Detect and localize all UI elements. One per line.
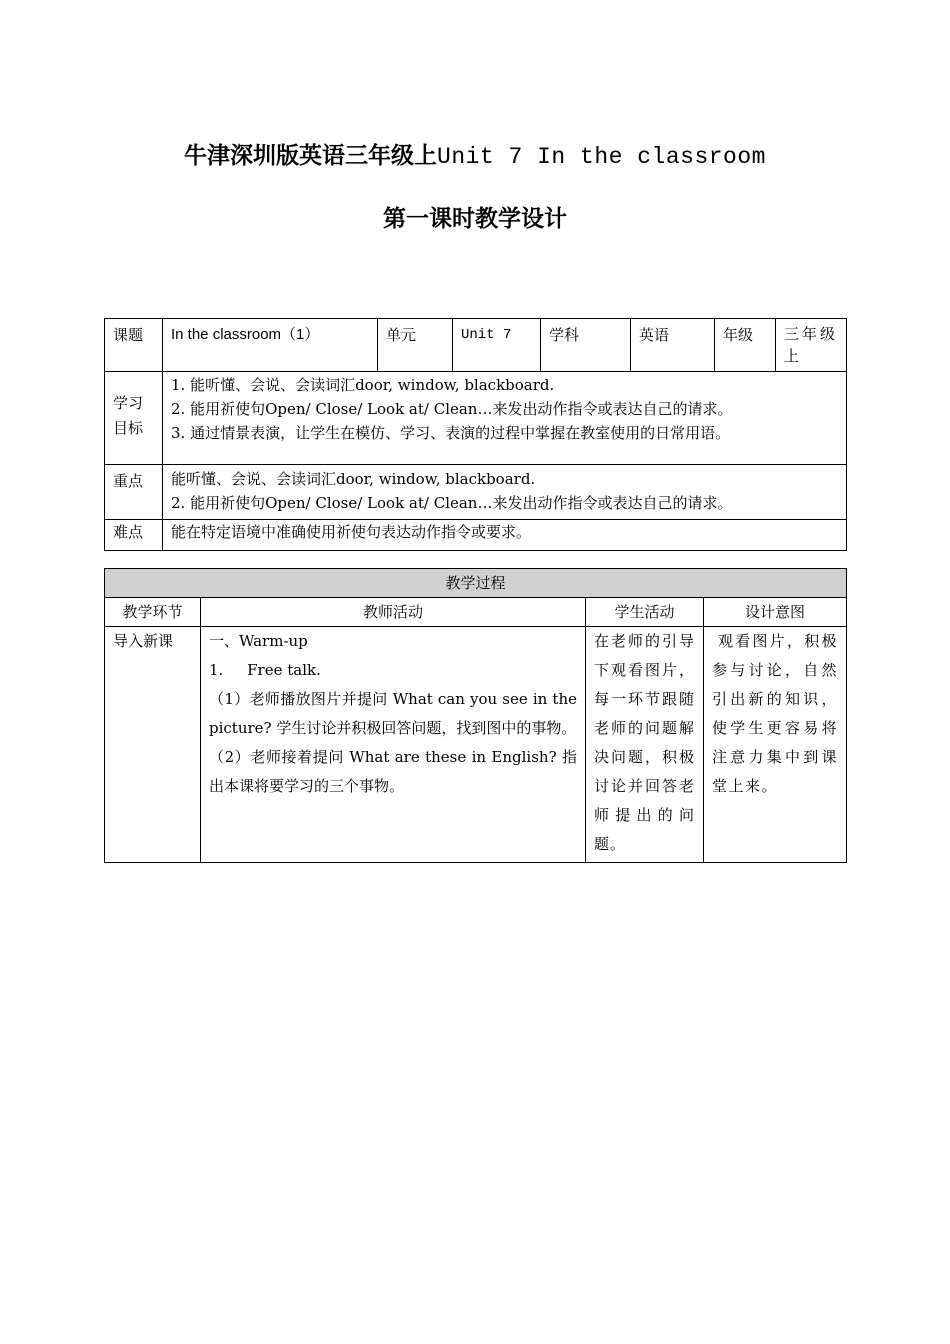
design-intent-cell: 观看图片，积极参与讨论，自然引出新的知识，使学生更容易将注意力集中到课堂上来。 — [704, 627, 847, 863]
topic-value: In the classroom（1） — [163, 319, 378, 372]
column-header-student: 学生活动 — [586, 598, 704, 627]
teacher-line: 一、Warm-up — [209, 632, 308, 650]
goal-item: 3. 通过情景表演，让学生在模仿、学习、表演的过程中掌握在教室使用的日常用语。 — [171, 424, 731, 442]
grade-label: 年级 — [715, 319, 776, 372]
key-point-item: 能听懂、会说、会读词汇door, window, blackboard. — [171, 470, 536, 488]
teacher-line: 1. Free talk. — [209, 661, 321, 679]
document-title — [0, 137, 950, 170]
column-header-stage: 教学环节 — [105, 598, 201, 627]
goals-label: 学习目标 — [105, 372, 163, 465]
subject-value: 英语 — [631, 319, 715, 372]
column-header-intent: 设计意图 — [704, 598, 847, 627]
topic-label: 课题 — [105, 319, 163, 372]
goals-content — [163, 372, 847, 465]
document-subtitle: 第一课时教学设计 — [383, 205, 567, 232]
teaching-process-table — [104, 568, 847, 863]
lesson-info-table — [104, 318, 847, 551]
student-activity-cell: 在老师的引导下观看图片，每一环节跟随老师的问题解决问题，积极讨论并回答老师提出的问题。 — [586, 627, 704, 863]
teacher-line: （1）老师播放图片并提问 What can you see in the picture? 学生讨论并积极回答问题，找到图中的事物。 — [209, 690, 577, 737]
difficulty-content: 能在特定语境中准确使用祈使句表达动作指令或要求。 — [163, 520, 847, 551]
teacher-line: （2）老师接着提问 What are these in English? 指出本课将要学习的三个事物。 — [209, 748, 577, 795]
column-header-teacher: 教师活动 — [201, 598, 586, 627]
grade-value: 三年级上 — [776, 319, 847, 372]
goal-item: 2. 能用祈使句Open/ Close/ Look at/ Clean…来发出动作指令或表达自己的请求。 — [171, 400, 733, 418]
title-chinese: 牛津深圳版英语三年级上 — [184, 142, 438, 169]
process-header: 教学过程 — [105, 569, 847, 598]
difficulty-label: 难点 — [105, 520, 163, 551]
key-points-content — [163, 465, 847, 520]
title-english: Unit 7 In the classroom — [437, 144, 766, 170]
stage-cell: 导入新课 — [105, 627, 201, 863]
unit-label: 单元 — [378, 319, 453, 372]
goal-item: 1. 能听懂、会说、会读词汇door, window, blackboard. — [171, 376, 555, 394]
key-points-label: 重点 — [105, 465, 163, 520]
teacher-activity-cell — [201, 627, 586, 863]
subject-label: 学科 — [541, 319, 631, 372]
key-point-item: 2. 能用祈使句Open/ Close/ Look at/ Clean…来发出动作指令或表达自己的请求。 — [171, 494, 733, 512]
unit-value: Unit 7 — [453, 319, 541, 372]
